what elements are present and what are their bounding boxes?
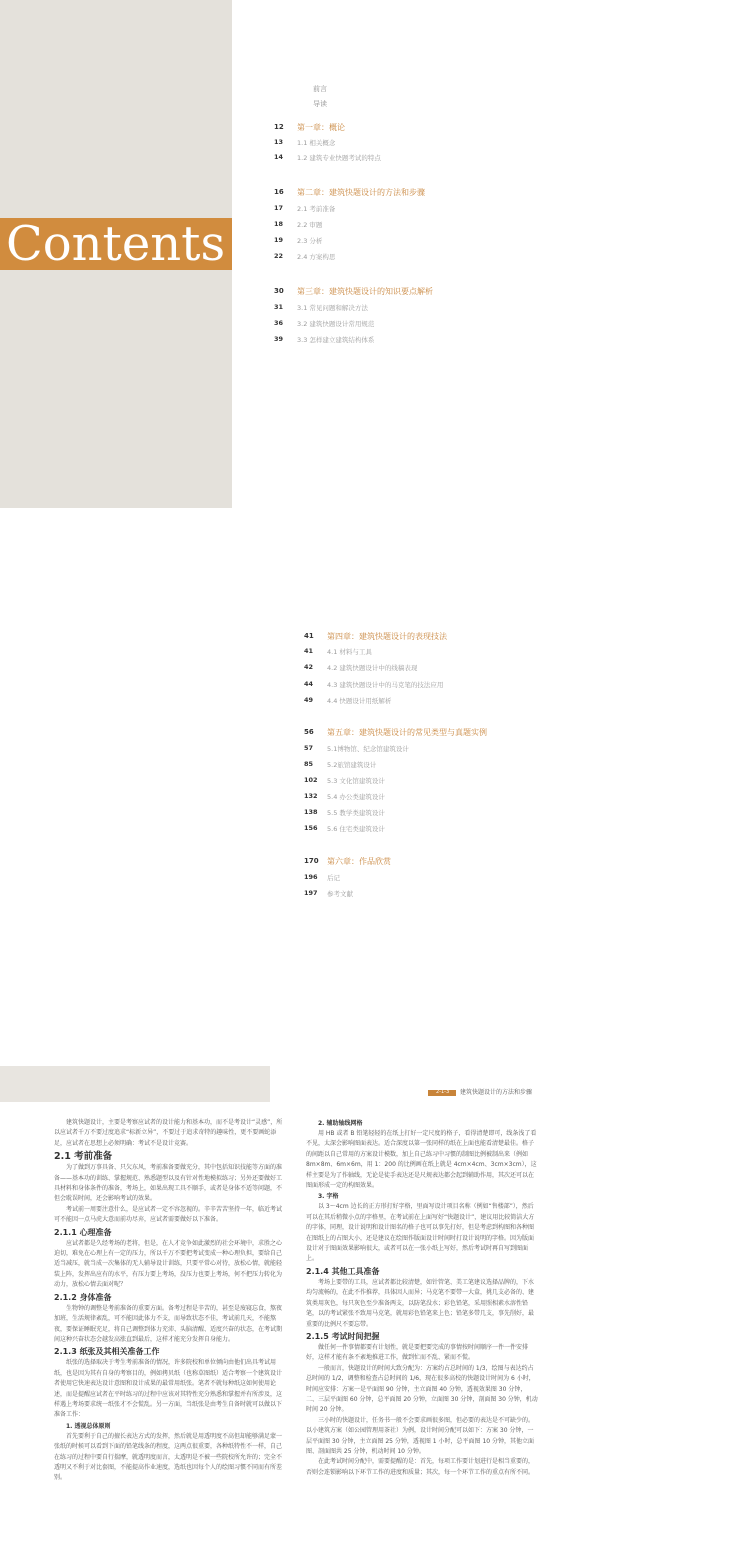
toc-page-number: 30 xyxy=(274,287,284,295)
toc-label: 2.1 考前准备 xyxy=(297,205,336,213)
body-paragraph: 一般而言，快题设计的时间大致分配为：方案约占总时间的 1/3，绘图与表达约占总时间的 1/2，调整和检查占总时间的 1/6，现在很多高校的快题设计时间为 6 小时，时间应安排：方案一是平面图 90 分钟，主立面图 40 分钟，透视效果图 30 分钟，二、三层平面图 60 分钟，总平面图 20 分钟，立面图 30 分钟，剖面图 30 分钟，机动时间 20 分钟。 xyxy=(306,1364,538,1414)
toc-page-number: 102 xyxy=(304,776,318,784)
page3-gray-band xyxy=(0,1066,270,1102)
toc-label: 3.1 常见问题和解决方法 xyxy=(297,304,368,312)
section-heading: 2.1 考前准备 xyxy=(54,1151,113,1163)
toc-label: 5.1博物馆、纪念馆建筑设计 xyxy=(327,745,409,753)
body-paragraph: 用 HB 或者 B 铅笔轻轻的在纸上打好一定尺度的格子，看得清楚即可，线条浅了看不见，太深会影响图面表达。适合深度以第一张同样的纸在上面也能看清楚最佳。格子的间距以自己常用的方案设计模数，加上自己练习中习惯的制图比例被制出来（例如 8m×8m、6m×6m，用 1：200 的比例画在纸上就是 4cm×4cm、3cm×3cm），这样主要是为了作轴线，无论是徒手表达还是尺规表达都会起到辅助作用，其次还可以在图面形成一定的构图效果。 xyxy=(306,1130,537,1190)
toc-page-number: 42 xyxy=(304,663,314,671)
toc-label: 1.1 相关概念 xyxy=(297,139,336,147)
toc-label: 2.4 方案构思 xyxy=(297,253,336,261)
toc-page-number: 49 xyxy=(304,696,314,704)
toc-page-number: 17 xyxy=(274,204,284,212)
body-column-left xyxy=(54,1118,286,1484)
body-paragraph: 三小时的快题设计，任务书一般不会要求画很多图，但必要的表达是不可缺少的。以小建筑方案（如公园管理用茶社）为例，设计时间分配可以如下：方案 30 分钟，一层平面图 30 分钟，主立面图 25 分钟，透视图 1 小时，总平面图 10 分钟，其他立面图、剖面图共 25 分钟，机动时间 10 分钟。 xyxy=(306,1416,535,1455)
minor-heading: 3. 字格 xyxy=(318,1193,339,1201)
toc-label: 2.3 分析 xyxy=(297,237,323,245)
toc-page-number: 156 xyxy=(304,824,318,832)
toc-label: 第四章：建筑快题设计的表现技法 xyxy=(327,632,447,641)
subsection-heading: 2.1.1 心理准备 xyxy=(54,1227,112,1237)
toc-page-number: 36 xyxy=(274,319,284,327)
running-header xyxy=(428,1087,532,1096)
toc-page-number: 197 xyxy=(304,889,318,897)
toc-page-number: 132 xyxy=(304,792,318,800)
toc-label: 4.4 快题设计用纸解析 xyxy=(327,697,392,705)
toc-label: 参考文献 xyxy=(327,890,353,898)
toc-label: 1.2 建筑专业快题考试的特点 xyxy=(297,154,381,162)
toc-page-number: 22 xyxy=(274,252,284,260)
toc-label: 5.3 文化馆建筑设计 xyxy=(327,777,385,785)
toc-item-guide: 导读 xyxy=(313,100,327,108)
toc-label: 后记 xyxy=(327,874,340,882)
toc-label: 2.2 审题 xyxy=(297,221,323,229)
body-paragraph: 在此考试时间分配中，需要提醒的是：首先，每项工作要计划进行是相当重要的，否则会连锁影响以下环节工作的进度和质量；其次，每一个环节工作的重点有所不同。 xyxy=(306,1458,535,1476)
toc-label: 第六章：作品欣赏 xyxy=(327,857,391,866)
toc-label: 5.2旅馆建筑设计 xyxy=(327,761,377,769)
toc-label: 第一章：概论 xyxy=(297,123,345,132)
toc-label: 第二章：建筑快题设计的方法和步骤 xyxy=(297,188,425,197)
subsection-heading: 2.1.5 考试时间把握 xyxy=(306,1331,380,1341)
toc-label: 5.5 教学类建筑设计 xyxy=(327,809,385,817)
body-paragraph: 首先要利于自己的擅长表达方式的发挥，然后就是用透明度不高但却能够满足蒙一张纸的时候可以看到下面的铅笔线条的程度，这两点很重要，各种纸特性不一样，自己在练习的过程中要自行揣摩，就透明度而言，太透明是不被一些院校所允许的；完全不透明又不利于对比套图，不能提高作业速度，选纸也因每个人的绘图习惯不同而有所差别。 xyxy=(54,1432,283,1482)
toc-label: 4.1 材料与工具 xyxy=(327,648,372,656)
toc-page-number: 16 xyxy=(274,188,284,196)
toc-page-number: 13 xyxy=(274,138,284,146)
toc-label: 4.2 建筑快题设计中的线稿表现 xyxy=(327,664,418,672)
toc-page-number: 41 xyxy=(304,647,314,655)
toc-page-number: 44 xyxy=(304,680,314,688)
subsection-heading: 2.1.2 身体准备 xyxy=(54,1292,112,1302)
toc-label: 5.4 办公类建筑设计 xyxy=(327,793,385,801)
body-paragraph: 生物钟的调整是考前准备的重要方面。备考过程是辛苦的，甚至是废寝忘食，熬夜加班，生活规律紊乱，可不能因此体力不支，而导致状态不佳，考试前几天，不能熬夜，要保证睡眠充足，将自己调整到体力充沛、头脑清醒、适度兴奋的状态，在考试期间这种兴奋状态会越发高涨直到最后，这样才能充分发挥自身能力。 xyxy=(54,1304,283,1343)
toc-page-number: 39 xyxy=(274,335,284,343)
toc-page-number: 18 xyxy=(274,220,284,228)
toc-page-number: 14 xyxy=(274,153,284,161)
toc-page-number: 170 xyxy=(304,857,319,865)
body-paragraph: 为了做到万事具备、只欠东风，考前准备要做充分，其中包括知识技能等方面的准备——基本功的训练、掌握规范、熟悉题型以及有针对性地模拟练习；另外还要做好工具材料和身体条件的准备，考场上，如果出现工具不顺手，或者是身体不适等问题，不但会耽误时间，还会影响考试的效果。 xyxy=(54,1164,283,1203)
body-paragraph: 应试者都是久经考场的老将，但是，在人才竞争如此激烈的社会环境中，求胜之心迫切，难免在心理上有一定的压力，所以千万不要把考试变成一种心理负担，要给自己适当减压，就当成一次集体的无人辅导设计训练，只要平常心对待，放松心情，就能轻装上阵，发挥出应有的水平，有压力要上考场，没压力也要上考场，何不把压力转化为动力，放松心情去面对呢？ xyxy=(54,1239,283,1289)
toc-label: 第三章：建筑快题设计的知识要点解析 xyxy=(297,287,433,296)
toc-page-number: 196 xyxy=(304,873,318,881)
toc-page-number: 41 xyxy=(304,632,314,640)
toc-label: 3.2 建筑快题设计常用规范 xyxy=(297,320,375,328)
toc-page-number: 138 xyxy=(304,808,318,816)
toc-page-number: 19 xyxy=(274,236,284,244)
body-paragraph: 以 3～4cm 边长的正方形打好字格，里面写设计项目名称（例如“售楼部”），然后可以在其后稍微小点的字格里，在考试前在上面写好“快题设计”，建议用比较简洁大方的字体，同理，设计说明和设计图名的格子也可以事先打好，但是考虑到构图和各种图在图纸上的占图大小，还是建议在绘图作版面设计时间时打设计说明的字格。因为版面设计对于图面效果影响很大，或者可以在一张小纸上写好，然后考试时再自写到图面上。 xyxy=(306,1203,535,1263)
toc-page-number: 57 xyxy=(304,744,314,752)
toc-item-preface: 前言 xyxy=(313,85,327,93)
toc-page-number: 85 xyxy=(304,760,314,768)
toc-page-number: 31 xyxy=(274,303,284,311)
body-paragraph: 考场上要带的工具，应试者都比较清楚，如针管笔、美工笔建议选择品牌的，下水均匀流畅的，在此不作推荐，具体因人而异；马克笔不要带一大盒，挑几支必备的、建筑类用灰色，每只灰色至少准备两支，以防笔没水；彩色铅笔，采用照相素水溶性铅笔，以的考试紧张不致用马克笔，就用彩色铅笔来上色；铅笔多带几支，事先削好，最重要的比例尺不要忘带。 xyxy=(306,1278,535,1328)
toc-label: 第五章：建筑快题设计的常见类型与真题实例 xyxy=(327,728,487,737)
toc-page-number: 12 xyxy=(274,123,284,131)
toc-page-number: 56 xyxy=(304,728,314,736)
toc-label: 4.3 建筑快题设计中的马克笔的技法应用 xyxy=(327,681,444,689)
body-column-right xyxy=(306,1118,538,1478)
body-paragraph: 考试前一周要注意什么，是应试者一定不容忽视的。辛辛苦苦坚持一年，临近考试可不能因一点马虎大意而前功尽弃，应试者需要做好以下准备。 xyxy=(54,1205,283,1224)
subsection-heading: 2.1.4 其他工具准备 xyxy=(306,1266,380,1276)
minor-heading: 2. 辅助轴线网格 xyxy=(318,1120,363,1127)
toc-label: 3.3 怎样建立建筑结构体系 xyxy=(297,336,375,344)
toc-label: 5.6 住宅类建筑设计 xyxy=(327,825,385,833)
body-paragraph: 建筑快题设计，主要是考察应试者的设计能力和基本功，而不是考设计“灵感”，所以应试者千万不要过度追求“标新立异”，不要过于追求奇特的趣味性，更不要画蛇添足，应试者在思想上必须明确：考试不是设计竞赛。 xyxy=(54,1119,283,1147)
chapter-tag: 2-1-3 xyxy=(428,1090,456,1096)
body-paragraph: 纸张的选择取决于考生考前准备的情况，许多院校和单位倾向由他们出具考试用纸，也是因为其有自身的考察目的，例如拷贝纸（也称草图纸）适合考察一个建筑设计者使用它快速表达设计意图和设计成果的最常用纸张。笔者不就每种纸这如何使用论述，而是提醒应试者在平时练习的过程中应该对其特性充分熟悉和掌握并有所涉及，这样遇上考场要求统一纸张才不会慌乱。另一方面，当纸张是由考生自备时就可以做以下准备工作： xyxy=(54,1359,283,1419)
subsection-heading: 2.1.3 纸张及其相关准备工作 xyxy=(54,1347,160,1357)
running-header-text: 建筑快题设计的方法和步骤 xyxy=(460,1089,533,1096)
minor-heading: 1. 透视总体原则 xyxy=(66,1422,111,1430)
contents-title: Contents xyxy=(6,216,226,272)
body-paragraph: 做任何一件事情都要有计划性，就是要把要完成的事情按时间顺序一件一件安排好，这样才能有条不紊地推进工作，做到忙而不乱、紧而不慌。 xyxy=(306,1343,529,1362)
